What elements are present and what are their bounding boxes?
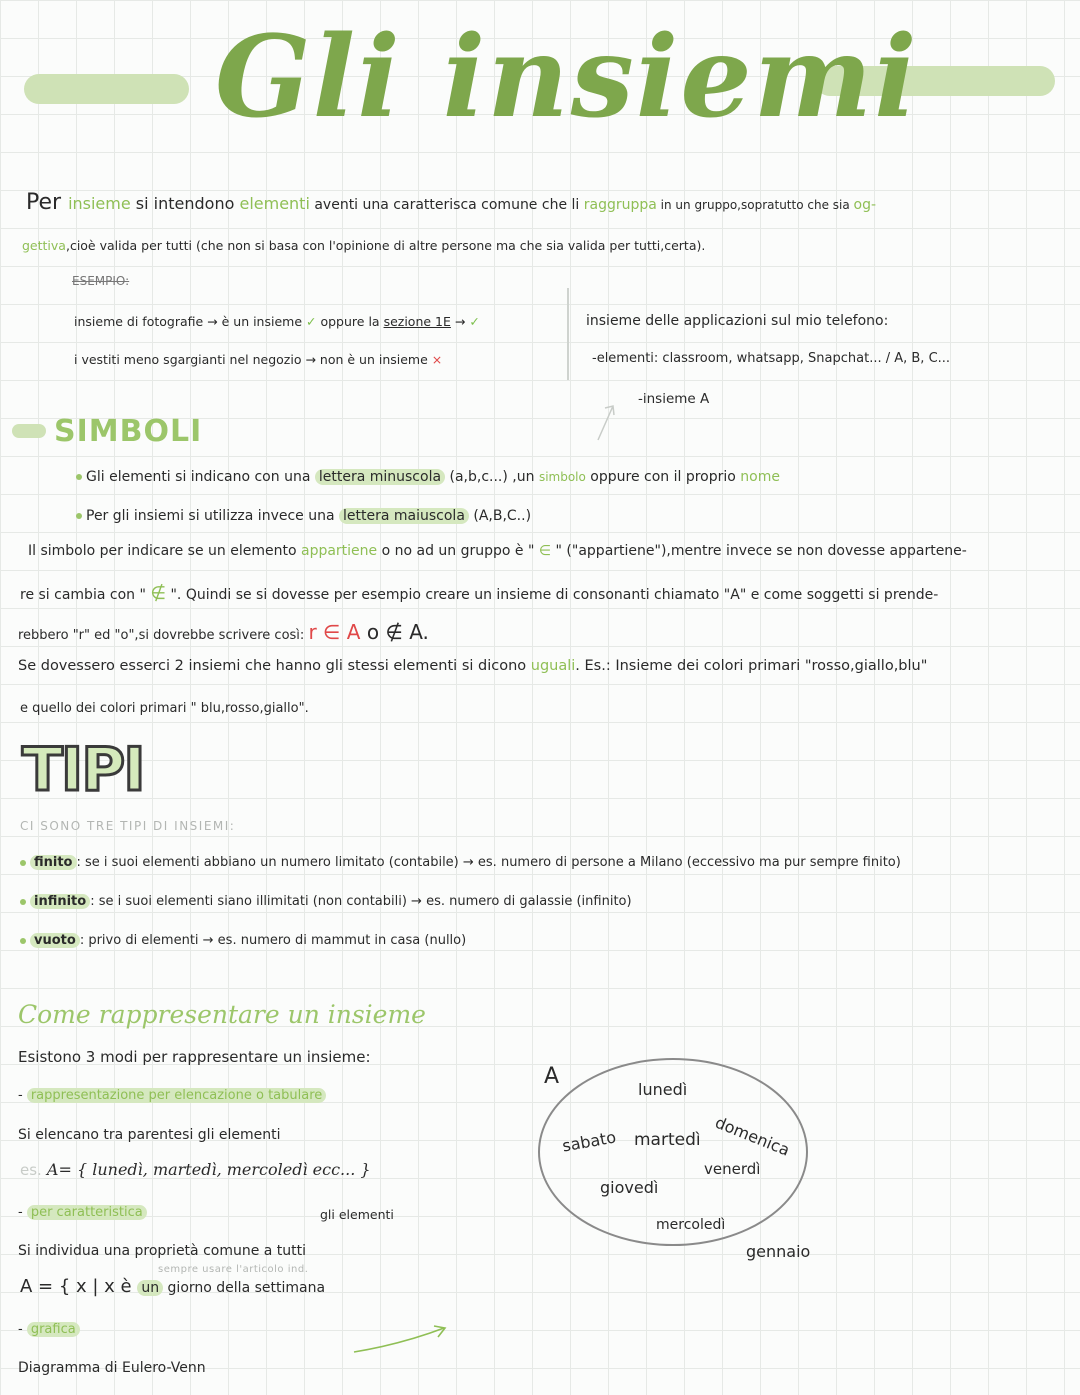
page-title: Gli insiemi xyxy=(215,12,919,143)
arrow-up-icon xyxy=(595,402,617,442)
venn-element: lunedì xyxy=(638,1080,688,1099)
simboli-bullet-2: Per gli insiemi si utilizza invece una lettera maiuscola (A,B,C..) xyxy=(76,508,531,524)
method-elencazione-desc: Si elencano tra parentesi gli elementi xyxy=(18,1127,281,1143)
esempio-left-1: insieme di fotografie → è un insieme ✓ oppure la sezione 1E → ✓ xyxy=(74,314,480,329)
method-caratteristica-note: gli elementi xyxy=(320,1207,394,1222)
section-title-rappresentare: Come rappresentare un insieme xyxy=(18,1000,426,1029)
venn-element: venerdì xyxy=(704,1160,761,1178)
esempio-right-1: insieme delle applicazioni sul mio telefono: xyxy=(586,313,889,329)
bullet-icon xyxy=(76,513,82,519)
simboli-para-1: Il simbolo per indicare se un elemento appartiene o no ad un gruppo è " ∈ " ("appartiene"),mentre invece se non dovesse appartene- xyxy=(28,543,967,559)
bullet-icon xyxy=(20,860,26,866)
venn-element: sabato xyxy=(560,1127,618,1156)
section-marker xyxy=(12,424,46,438)
simboli-para-2: re si cambia con " ∉ ". Quindi se si dovesse per esempio creare un insieme di consonanti chiamato "A" e come soggetti si prende- xyxy=(20,583,939,604)
arrow-right-icon xyxy=(352,1322,452,1356)
simboli-para-4: Se dovessero esserci 2 insiemi che hanno gli stessi elementi si dicono uguali. Es.: Insieme dei colori primari "rosso,giallo,blu" xyxy=(18,658,928,674)
intro-line-1: Per insieme si intendono elementi aventi una caratterisca comune che li raggruppa in un gruppo,sopratutto che sia og- xyxy=(26,190,877,215)
venn-element: martedì xyxy=(634,1130,701,1150)
bullet-icon xyxy=(76,474,82,480)
header-bar-left xyxy=(24,74,189,104)
method-elencazione: - rappresentazione per elencazione o tabulare xyxy=(18,1088,326,1103)
section-title-simboli: SIMBOLI xyxy=(54,414,203,449)
bullet-icon xyxy=(20,938,26,944)
method-caratteristica: - per caratteristica xyxy=(18,1205,147,1220)
section-title-tipi: TIPI xyxy=(22,735,144,805)
method-caratteristica-formula: A = { x | x è un giorno della settimana xyxy=(20,1276,326,1297)
esempio-left-2: i vestiti meno sgargianti nel negozio → non è un insieme × xyxy=(74,352,443,367)
intro-line-2: gettiva,cioè valida per tutti (che non si basa con l'opinione di altre persone ma che sia valida per tutti,certa). xyxy=(22,238,706,253)
tipi-item-finito: finito : se i suoi elementi abbiano un numero limitato (contabile) → es. numero di persone a Milano (eccessivo ma pur sempre finito) xyxy=(20,855,901,870)
venn-element: domenica xyxy=(712,1112,793,1160)
bullet-icon xyxy=(20,899,26,905)
method-caratteristica-desc: Si individua una proprietà comune a tutti xyxy=(18,1243,307,1259)
esempio-label: ESEMPIO: xyxy=(72,274,130,288)
tipi-item-infinito: infinito : se i suoi elementi siano illimitati (non contabili) → es. numero di galassie (infinito) xyxy=(20,894,632,909)
simboli-para-5: e quello dei colori primari " blu,rosso,giallo". xyxy=(20,701,309,716)
venn-outside-element: gennaio xyxy=(746,1242,811,1261)
method-elencazione-example: es. A= { lunedì, martedì, mercoledì ecc... } xyxy=(20,1160,371,1179)
venn-element: mercoledì xyxy=(656,1217,726,1233)
method-grafica-desc: Diagramma di Eulero-Venn xyxy=(18,1360,206,1376)
venn-element: giovedì xyxy=(600,1178,659,1197)
simboli-para-3: rebbero "r" ed "o",si dovrebbe scrivere così: r ∈ A o ∉ A. xyxy=(18,620,429,644)
tipi-subtitle: CI SONO TRE TIPI DI INSIEMI: xyxy=(20,819,236,833)
venn-label: A xyxy=(544,1064,560,1089)
method-grafica: - grafica xyxy=(18,1322,80,1337)
simboli-bullet-1: Gli elementi si indicano con una lettera minuscola (a,b,c...) ,un simbolo oppure con il proprio nome xyxy=(76,469,780,485)
esempio-divider xyxy=(567,288,569,380)
esempio-right-3: -insieme A xyxy=(638,391,710,407)
method-caratteristica-hint: sempre usare l'articolo ind. xyxy=(158,1264,309,1275)
esempio-right-2: -elementi: classroom, whatsapp, Snapchat... / A, B, C... xyxy=(592,351,951,366)
rappresentare-intro: Esistono 3 modi per rappresentare un insieme: xyxy=(18,1048,371,1066)
tipi-item-vuoto: vuoto : privo di elementi → es. numero di mammut in casa (nullo) xyxy=(20,933,466,948)
